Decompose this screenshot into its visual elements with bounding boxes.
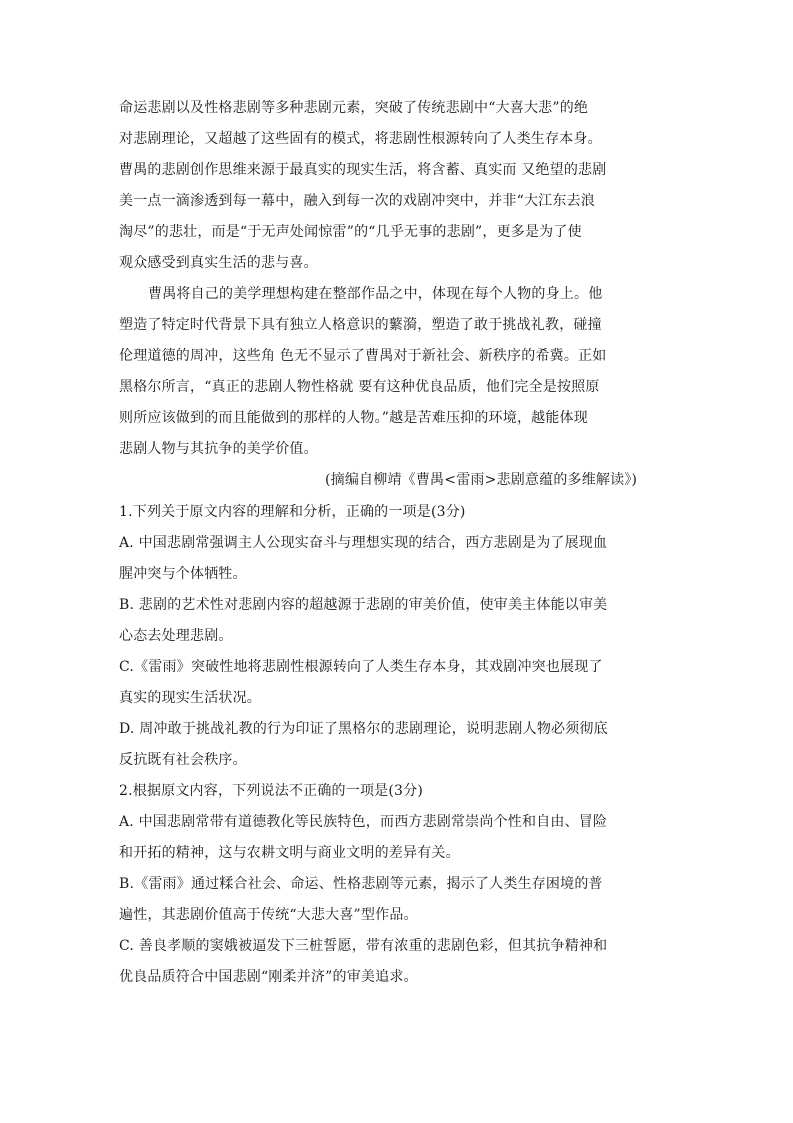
article-line: 曹禺将自己的美学理想构建在整部作品之中，体现在每个人物的身上。他 (148, 286, 603, 302)
question-2-option-a-cont: 和开拓的精神，这与农耕文明与商业文明的差异有关。 (119, 845, 460, 861)
question-2-option-b-cont: 遍性，其悲剧价值高于传统“大悲大喜”型作品。 (119, 907, 418, 923)
article-line: 美一点一滴渗透到每一幕中，融入到每一次的戏剧冲突中，并非“大江东去浪 (119, 193, 595, 209)
question-2-stem: 2.根据原文内容，下列说法不正确的一项是(3分) (119, 783, 423, 799)
question-1-option-d: D. 周冲敢于挑战礼教的行为印证了黑格尔的悲剧理论，说明悲剧人物必须彻底 (119, 721, 608, 737)
question-2-option-c: C. 善良孝顺的窦娥被逼发下三桩誓愿，带有浓重的悲剧色彩，但其抗争精神和 (119, 938, 608, 954)
question-1-stem: 1.下列关于原文内容的理解和分析，正确的一项是(3分) (119, 504, 466, 520)
question-1-option-c-cont: 真实的现实生活状况。 (119, 690, 261, 706)
article-line: 淘尽”的悲壮，而是“于无声处闻惊雷”的“几乎无事的悲剧”，更多是为了使 (119, 224, 582, 240)
question-2-option-c-cont: 优良品质符合中国悲剧“刚柔并济”的审美追求。 (119, 969, 418, 985)
article-source: (摘编自柳靖《曹禺<雷雨>悲剧意蕴的多维解读》) (325, 472, 638, 488)
article-line: 黑格尔所言，“真正的悲剧人物性格就 要有这种优良品质，他们完全是按照原 (119, 379, 600, 395)
question-1-option-b-cont: 心态去处理悲剧。 (119, 628, 233, 644)
question-2-option-a: A. 中国悲剧常带有道德教化等民族特色，而西方悲剧常崇尚个性和自由、冒险 (119, 814, 608, 830)
question-2-option-b: B.《雷雨》通过糅合社会、命运、性格悲剧等元素，揭示了人类生存困境的普 (119, 876, 603, 892)
question-1-option-d-cont: 反抗既有社会秩序。 (119, 752, 247, 768)
question-1-option-a-cont: 腥冲突与个体牺牲。 (119, 566, 247, 582)
question-1-option-b: B. 悲剧的艺术性对悲剧内容的超越源于悲剧的审美价值，使审美主体能以审美 (119, 597, 608, 613)
article-line: 悲剧人物与其抗争的美学价值。 (119, 441, 318, 457)
article-line: 伦理道德的周冲，这些角 色无不显示了曹禺对于新社会、新秩序的希冀。正如 (119, 348, 607, 364)
article-line: 对悲剧理论，又超越了这些固有的模式，将悲剧性根源转向了人类生存本身。 (119, 131, 602, 147)
article-line: 观众感受到真实生活的悲与喜。 (119, 255, 318, 271)
article-line: 命运悲剧以及性格悲剧等多种悲剧元素，突破了传统悲剧中“大喜大悲”的绝 (119, 100, 589, 116)
question-1-option-c: C.《雷雨》突破性地将悲剧性根源转向了人类生存本身，其戏剧冲突也展现了 (119, 659, 603, 675)
article-line: 塑造了特定时代背景下具有独立人格意识的蘩漪，塑造了敢于挑战礼教，碰撞 (119, 317, 602, 333)
article-line: 曹禺的悲剧创作思维来源于最真实的现实生活，将含蓄、真实而 又绝望的悲剧 (119, 162, 607, 178)
question-1-option-a: A. 中国悲剧常强调主人公现实奋斗与理想实现的结合，西方悲剧是为了展现血 (119, 535, 608, 551)
article-line: 则所应该做到的而且能做到的那样的人物。”越是苦难压抑的环境，越能体现 (119, 410, 588, 426)
